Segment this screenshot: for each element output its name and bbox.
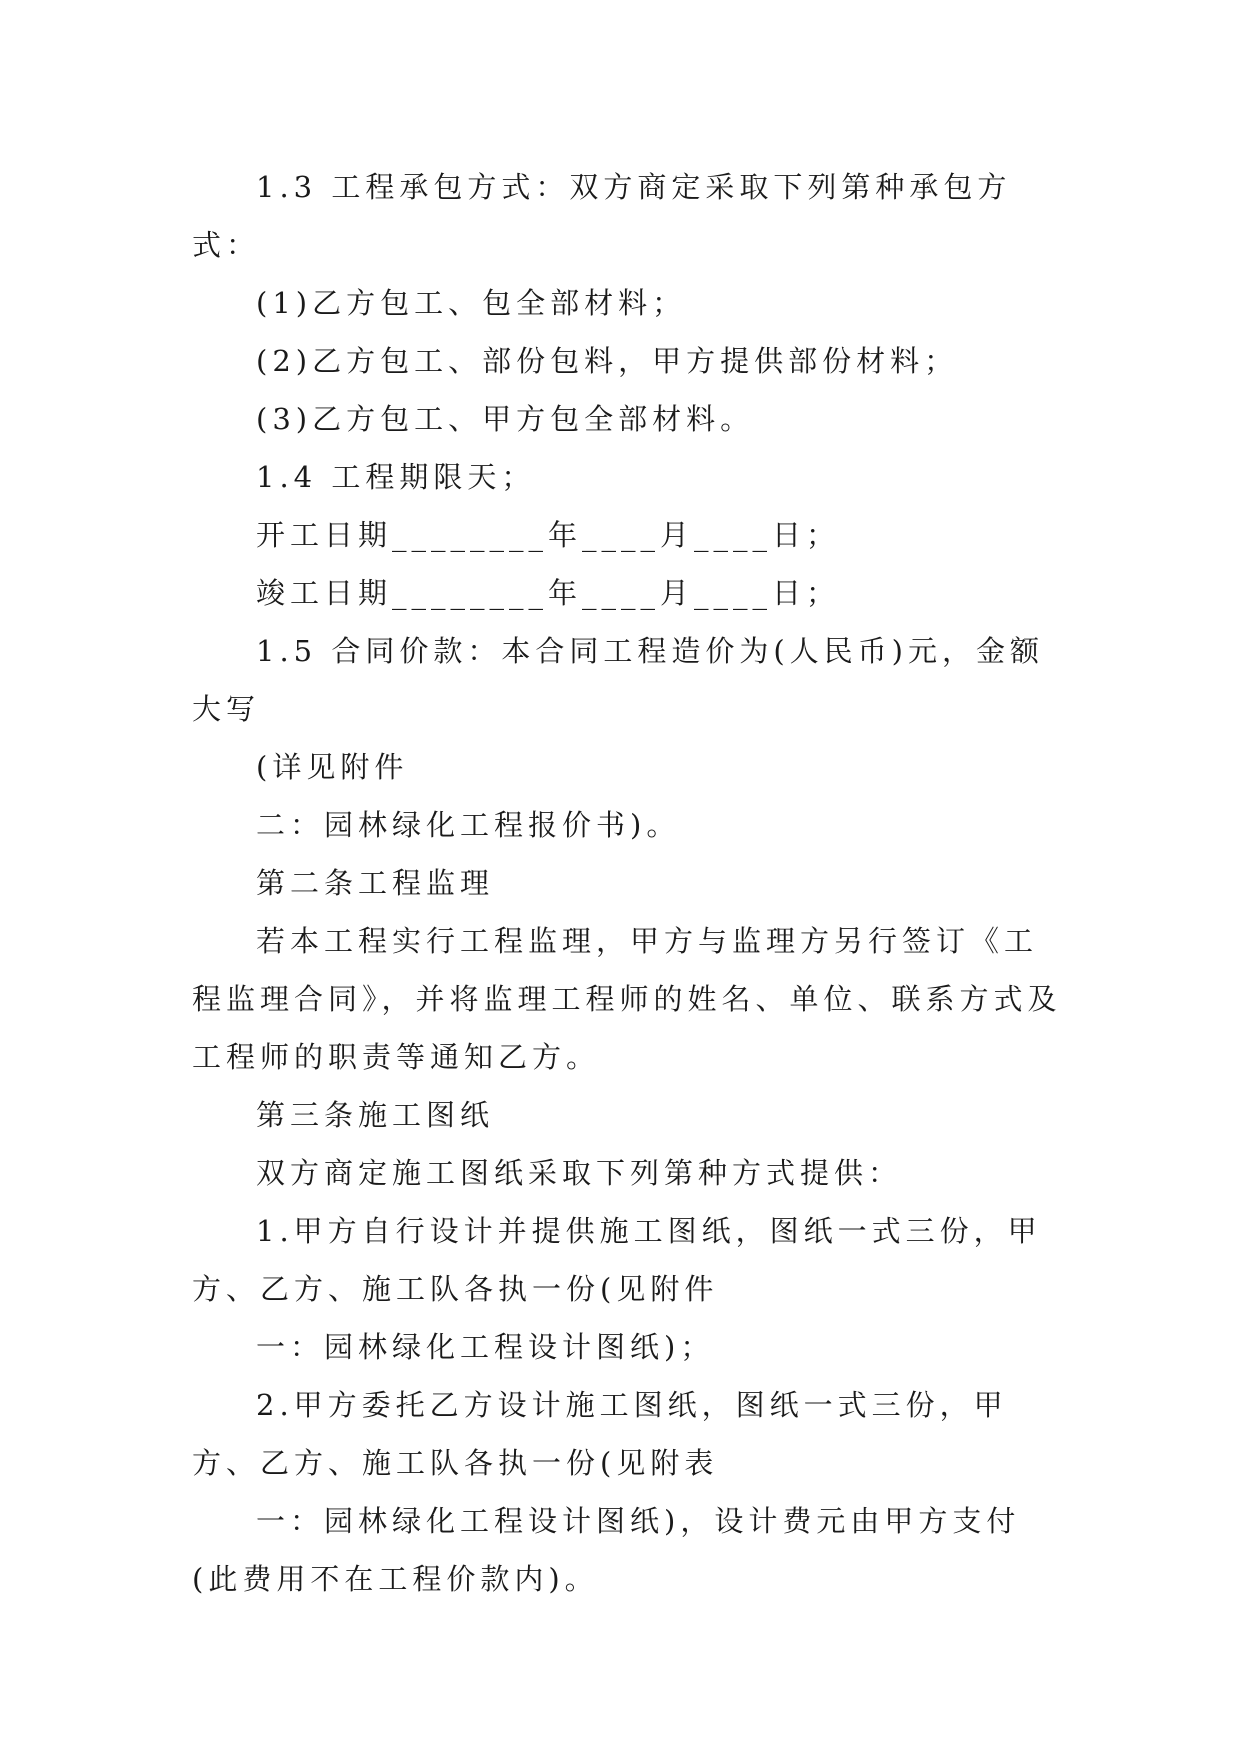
heading-article-2: 第二条工程监理	[256, 866, 495, 900]
paragraph-contract-price: 1.5 合同价款：本合同工程造价为(人民币)元，金额大写	[192, 634, 1044, 726]
paragraph-drawings-option-2: 2.甲方委托乙方设计施工图纸，图纸一式三份，甲方、乙方、施工队各执一份(见附表	[192, 1388, 1008, 1480]
paragraph-option-2: (2)乙方包工、部份包料，甲方提供部份材料；	[256, 344, 959, 378]
paragraph-contract-method: 1.3 工程承包方式：双方商定采取下列第种承包方式：	[192, 170, 1012, 262]
heading-article-3: 第三条施工图纸	[256, 1098, 495, 1132]
paragraph-option-1: (1)乙方包工、包全部材料；	[256, 286, 687, 320]
paragraph-end-date: 竣工日期________年____月____日；	[256, 576, 841, 610]
paragraph-duration: 1.4 工程期限天；	[256, 460, 536, 494]
paragraph-see-attachment: (详见附件	[256, 750, 409, 784]
paragraph-start-date: 开工日期________年____月____日；	[256, 518, 841, 552]
document-body	[192, 158, 1062, 1608]
paragraph-supervision: 若本工程实行工程监理，甲方与监理方另行签订《工程监理合同》，并将监理工程师的姓名、单位、联系方式及工程师的职责等通知乙方。	[192, 924, 1062, 1074]
paragraph-attachment-2: 二：园林绿化工程报价书)。	[256, 808, 681, 842]
paragraph-attachment-1: 一：园林绿化工程设计图纸)；	[256, 1330, 715, 1364]
paragraph-design-fee: 一：园林绿化工程设计图纸)，设计费元由甲方支付(此费用不在工程价款内)。	[192, 1504, 1021, 1596]
paragraph-option-3: (3)乙方包工、甲方包全部材料。	[256, 402, 755, 436]
paragraph-drawings-method: 双方商定施工图纸采取下列第种方式提供：	[256, 1156, 903, 1190]
paragraph-drawings-option-1: 1.甲方自行设计并提供施工图纸，图纸一式三份，甲方、乙方、施工队各执一份(见附件	[192, 1214, 1042, 1306]
